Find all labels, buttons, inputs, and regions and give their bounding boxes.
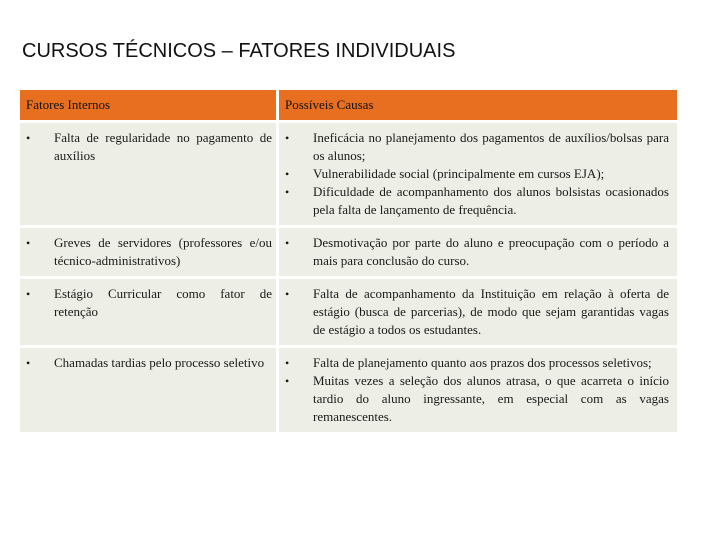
cause-item (283, 183, 669, 219)
table-row (20, 348, 677, 432)
factor-cell (20, 123, 279, 225)
bullet-icon: • (26, 287, 31, 301)
table-row (20, 123, 677, 225)
bullet-icon: • (285, 185, 290, 199)
bullet-icon: • (285, 167, 290, 181)
factor-cell (20, 348, 279, 432)
cause-item (283, 165, 669, 183)
factor-text: Falta de regularidade no pagamento de auxílios (54, 130, 272, 163)
cause-text: Desmotivação por parte do aluno e preocupação com o período a mais para conclusão do curso. (313, 235, 669, 268)
header-fatores-internos: Fatores Internos (20, 90, 279, 120)
bullet-icon: • (285, 374, 290, 388)
cause-item (283, 234, 669, 270)
cause-text: Falta de planejamento quanto aos prazos dos processos seletivos; (313, 355, 652, 370)
factor-text: Greves de servidores (professores e/ou técnico-administrativos) (54, 235, 272, 268)
table-row (20, 279, 677, 345)
cause-text: Muitas vezes a seleção dos alunos atrasa, o que acarreta o início tardio do aluno ingressante, em especial com as vagas remanescentes. (313, 373, 669, 424)
cause-item (283, 354, 669, 372)
table-header-row (20, 90, 677, 120)
cause-item (283, 285, 669, 339)
bullet-icon: • (26, 236, 31, 250)
cause-text: Ineficácia no planejamento dos pagamentos de auxílios/bolsas para os alunos; (313, 130, 669, 163)
table-body (20, 120, 677, 432)
bullet-icon: • (26, 131, 31, 145)
factor-text: Chamadas tardias pelo processo seletivo (54, 355, 265, 370)
causes-cell (279, 123, 677, 225)
causes-cell (279, 279, 677, 345)
bullet-icon: • (285, 131, 290, 145)
factors-table (20, 90, 677, 432)
cause-item (283, 129, 669, 165)
bullet-icon: • (285, 287, 290, 301)
factor-item (24, 129, 272, 165)
bullet-icon: • (285, 356, 290, 370)
factor-item (24, 354, 272, 372)
factor-text: Estágio Curricular como fator de retenção (54, 286, 272, 319)
cause-item (283, 372, 669, 426)
causes-cell (279, 348, 677, 432)
factor-item (24, 234, 272, 270)
bullet-icon: • (26, 356, 31, 370)
header-possiveis-causas: Possíveis Causas (279, 90, 677, 120)
factor-cell (20, 228, 279, 276)
cause-text: Falta de acompanhamento da Instituição em relação à oferta de estágio (busca de parcerias), de modo que sejam garantidas vagas de estágio a todos os estudantes. (313, 286, 669, 337)
bullet-icon: • (285, 236, 290, 250)
causes-cell (279, 228, 677, 276)
page-title: CURSOS TÉCNICOS – FATORES INDIVIDUAIS (22, 40, 456, 62)
cause-text: Vulnerabilidade social (principalmente em cursos EJA); (313, 166, 605, 181)
cause-text: Dificuldade de acompanhamento dos alunos bolsistas ocasionados pela falta de lançamento de frequência. (313, 184, 669, 217)
factor-item (24, 285, 272, 321)
table-row (20, 228, 677, 276)
factor-cell (20, 279, 279, 345)
